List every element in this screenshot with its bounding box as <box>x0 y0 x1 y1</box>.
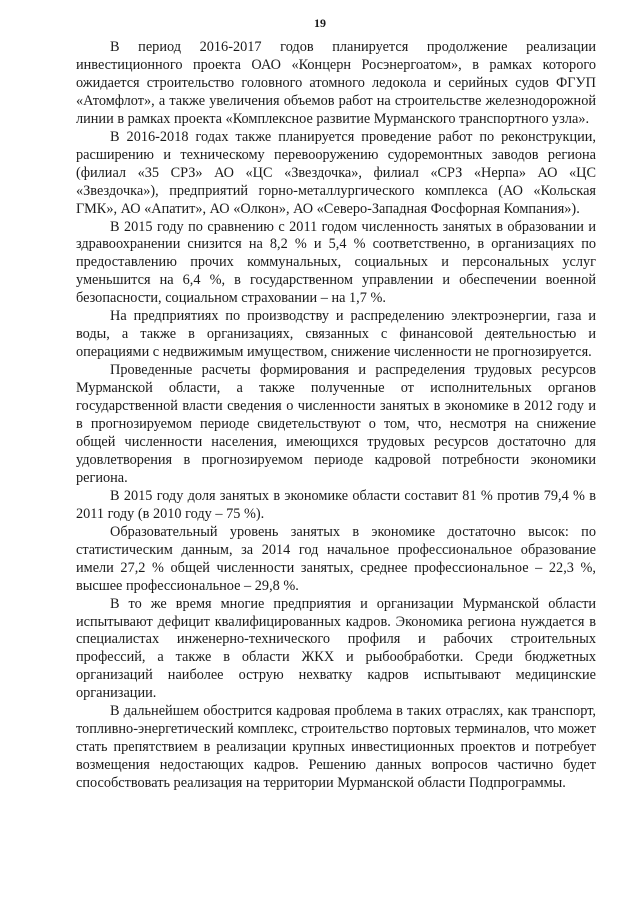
paragraph-employment-share: В 2015 году доля занятых в экономике области составит 81 % против 79,4 % в 2011 году (в 2010 году – 75 %). <box>76 487 596 522</box>
paragraph-education-level: Образовательный уровень занятых в экономике достаточно высок: по статистическим данным, за 2014 год начальное профессиональное образование имели 27,2 % общей численности занятых, среднее профессиональное – 22,3 %, высшее профессиональное – 29,8 %. <box>76 523 596 594</box>
paragraph-shipyard-reconstruction: В 2016-2018 годах также планируется проведение работ по реконструкции, расширению и техническому перевооружению судоремонтных заводов региона (филиал «35 СРЗ» АО «ЦС «Звездочка», филиал «СРЗ «Нерпа» АО «ЦС «Звездочка»), предприятий горно-металлургического комплекса (АО «Кольская ГМК», АО «Апатит», АО «Олкон», АО «Северо-Западная Фосфорная Компания»). <box>76 128 596 217</box>
paragraph-investment-projects: В период 2016-2017 годов планируется продолжение реализации инвестиционного проекта ОАО «Концерн Росэнергоатом», в рамках которого ожидается строительство головного атомного ледокола и серийных судов ФГУП «Атомфлот», а также увеличения объемов работ на строительстве железнодорожной линии в рамках проекта «Комплексное развитие Мурманского транспортного узла». <box>76 39 596 127</box>
paragraph-staff-shortage: В то же время многие предприятия и организации Мурманской области испытывают дефицит квалифицированных кадров. Экономика региона нуждается в специалистах инженерно-технического профиля и рабочих строительных профессий, а также в области ЖКХ и рыбообработки. Среди бюджетных организаций наиболее острую нехватку кадров испытывают медицинские организации. <box>76 595 596 702</box>
paragraph-labor-resources: Проведенные расчеты формирования и распределения трудовых ресурсов Мурманской области, а также полученные от исполнительных органов государственной власти сведения о численности занятых в экономике в 2012 году и в прогнозируемом периоде свидетельствуют о том, что, несмотря на снижение общей численности населения, имеющихся трудовых ресурсов достаточно для удовлетворения в прогнозируемом периоде кадровой потребности экономики региона. <box>76 362 596 486</box>
document-body <box>76 39 596 793</box>
paragraph-utilities-finance: На предприятиях по производству и распределению электроэнергии, газа и воды, а также в организациях, связанных с финансовой деятельностью и операциями с недвижимым имуществом, снижение численности не прогнозируется. <box>76 308 596 361</box>
paragraph-future-staffing: В дальнейшем обострится кадровая проблема в таких отраслях, как транспорт, топливно-энергетический комплекс, строительство портовых терминалов, что может стать препятствием в реализации крупных инвестиционных проектов и потребует возмещения недостающих кадров. Решению данных вопросов частично будет способствовать реализация на территории Мурманской области Подпрограммы. <box>76 703 596 792</box>
page-number: 19 <box>314 16 326 30</box>
paragraph-employment-decline: В 2015 году по сравнению с 2011 годом численность занятых в образовании и здравоохранении снизится на 8,2 % и 5,4 % соответственно, в организациях по предоставлению прочих коммунальных, социальных и персональных услуг уменьшится на 6,4 %, в государственном управлении и обеспечении военной безопасности, социальном страховании – на 1,7 %. <box>76 218 596 307</box>
